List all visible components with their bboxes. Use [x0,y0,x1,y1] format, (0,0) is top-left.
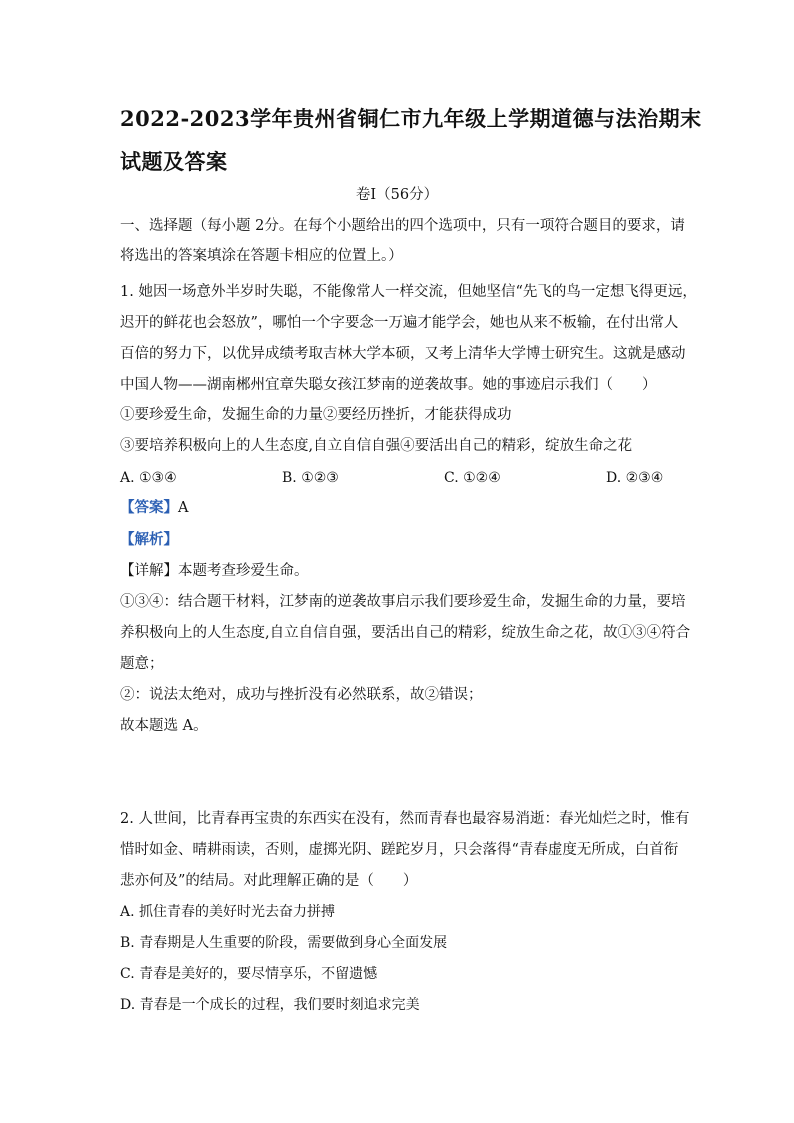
q1-stem-line: 中国人物——湖南郴州宜章失聪女孩江梦南的逆袭故事。她的事迹启示我们（ ） [120,377,657,393]
q2-option-c: C. 青春是美好的，要尽情享乐，不留遗憾 [120,966,378,982]
analysis-tag: 【解析】 [120,531,178,548]
q1-statement: ③要培养积极向上的人生态度,自立自信自强④要活出自己的精彩，绽放生命之花 [120,438,633,454]
answer-tag: 【答案】 [120,499,178,516]
q1-option-a: A. ①③④ [120,470,177,486]
detail-text: 本题考查珍爱生命。 [178,563,309,579]
section-intro-line: 将选出的答案填涂在答题卡相应的位置上。） [120,248,403,264]
q1-statement: ①要珍爱生命，发掘生命的力量②要经历挫折，才能获得成功 [120,407,512,423]
q1-option-b: B. ①②③ [282,470,339,486]
q2-stem-line: 悲亦何及”的结局。对此理解正确的是（ ） [120,873,418,889]
q2-stem-line: 惜时如金、晴耕雨读，否则，虚掷光阴、蹉跎岁月，只会落得“青春虚度无所成，白首衔 [120,842,679,858]
q1-option-d: D. ②③④ [606,470,664,486]
q1-explanation-line: 故本题选 A。 [120,718,208,734]
q1-explanation-line: ①③④：结合题干材料，江梦南的逆袭故事启示我们要珍爱生命，发掘生命的力量，要培 [120,594,686,610]
document-title-line1: 2022-2023学年贵州省铜仁市九年级上学期道德与法治期末 [120,106,702,131]
q1-detail [120,561,309,581]
q1-answer [120,498,188,518]
q1-option-c: C. ①②④ [444,470,501,486]
detail-tag: 【详解】 [120,563,178,579]
volume-heading: 卷Ⅰ（56分） [355,187,439,203]
document-title-line2: 试题及答案 [120,149,228,174]
q2-option-b: B. 青春期是人生重要的阶段，需要做到身心全面发展 [120,935,448,951]
q1-stem-line: 百倍的努力下，以优异成绩考取吉林大学本硕，又考上清华大学博士研究生。这就是感动 [120,346,686,362]
q2-option-d: D. 青春是一个成长的过程，我们要时刻追求完美 [120,997,420,1013]
q1-explanation-line: ②：说法太绝对，成功与挫折没有必然联系，故②错误； [120,687,483,703]
q1-analysis [120,530,178,550]
q1-stem-line: 迟开的鲜花也会怒放”，哪怕一个字要念一万遍才能学会，她也从来不板输，在付出常人 [120,315,679,331]
answer-value: A [178,500,189,516]
q1-explanation-line: 养积极向上的人生态度,自立自信自强，要活出自己的精彩，绽放生命之花，故①③④符合 [120,625,691,641]
q2-stem-line: 2. 人世间，比青春再宝贵的东西实在没有，然而青春也最容易消逝：春光灿烂之时，惟有 [120,811,690,827]
section-intro-line: 一、选择题（每小题 2分。在每个小题给出的四个选项中，只有一项符合题目的要求，请 [120,218,685,234]
q2-option-a: A. 抓住青春的美好时光去奋力拼搏 [120,904,336,920]
q1-stem-line: 1. 她因一场意外半岁时失聪，不能像常人一样交流，但她坚信“先飞的鸟一定想飞得更远， [120,284,697,300]
q1-explanation-line: 题意； [120,656,164,672]
